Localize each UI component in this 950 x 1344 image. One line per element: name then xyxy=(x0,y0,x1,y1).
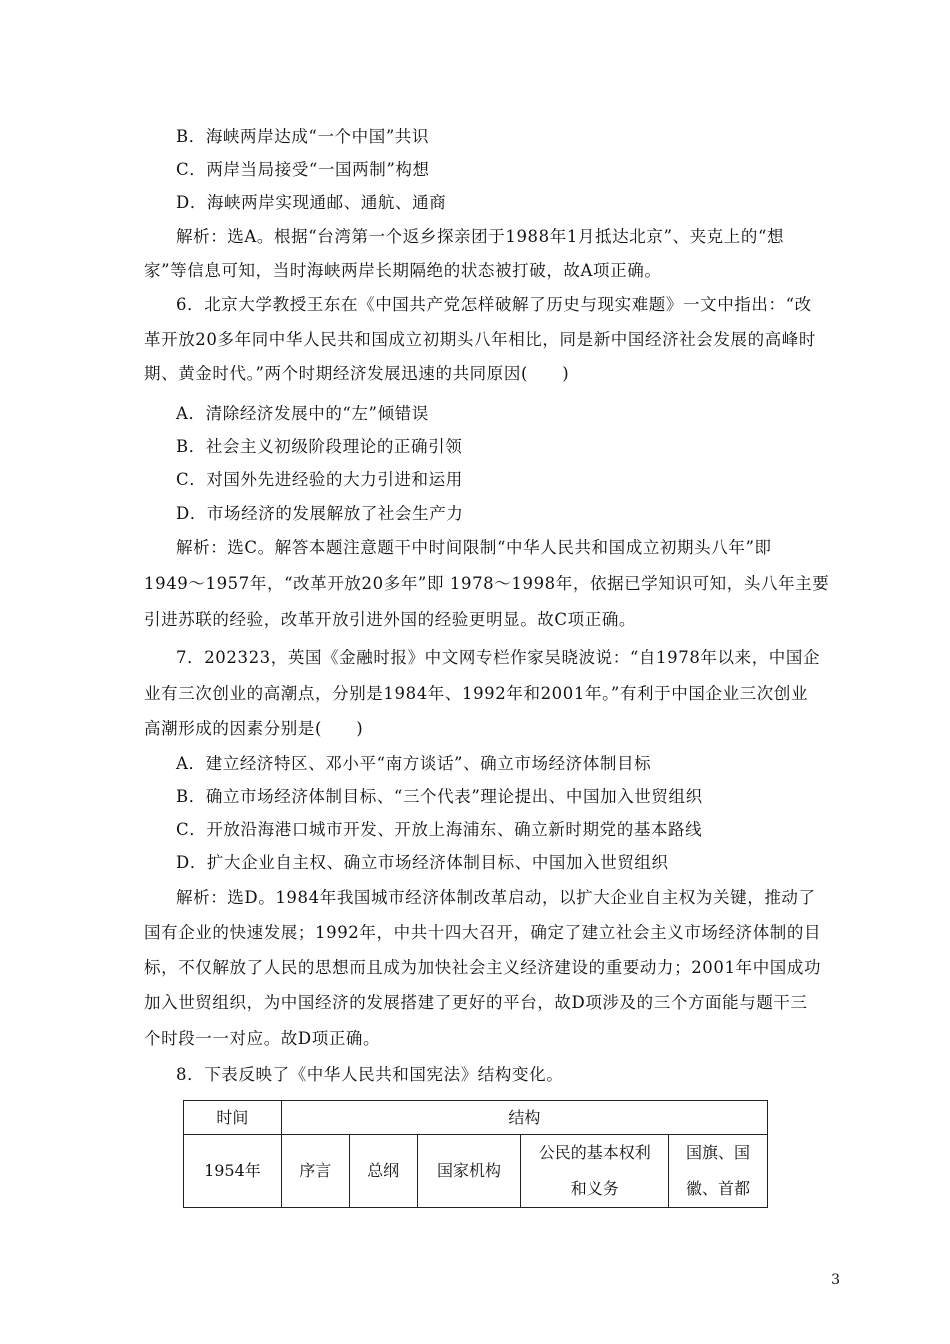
q7-analysis-line-3: 标，不仅解放了人民的思想而且成为加快社会主义经济建设的重要动力；2001年中国成功 xyxy=(144,958,822,977)
q6-option-b: B．社会主义初级阶段理论的正确引领 xyxy=(176,437,463,456)
q7-stem-line-2: 业有三次创业的高潮点，分别是1984年、1992年和2001年。”有利于中国企业三次创业 xyxy=(144,684,809,703)
q6-option-c: C．对国外先进经验的大力引进和运用 xyxy=(176,470,463,489)
q5-option-d: D．海峡两岸实现通邮、通航、通商 xyxy=(176,193,447,212)
header-structure: 结构 xyxy=(281,1101,767,1135)
cell-citizen-rights xyxy=(521,1135,669,1208)
header-time: 时间 xyxy=(184,1101,282,1135)
q6-stem-line-1: 6．北京大学教授王东在《中国共产党怎样破解了历史与现实难题》一文中指出：“改 xyxy=(176,295,812,314)
q6-option-a: A．清除经济发展中的“左”倾错误 xyxy=(176,404,429,423)
row-year: 1954年 xyxy=(184,1135,282,1208)
q5-analysis-line-1: 解析：选A。根据“台湾第一个返乡探亲团于1988年1月抵达北京”、夹克上的“想 xyxy=(176,227,785,246)
table-header-row xyxy=(184,1101,768,1135)
q5-analysis-line-2: 家”等信息可知，当时海峡两岸长期隔绝的状态被打破，故A项正确。 xyxy=(144,261,662,280)
q7-analysis-line-4: 加入世贸组织，为中国经济的发展搭建了更好的平台，故D项涉及的三个方面能与题干三 xyxy=(144,993,808,1012)
cell-citizen-rights-line-1: 公民的基本权利 xyxy=(538,1143,651,1162)
q7-stem-line-3: 高潮形成的因素分别是( ) xyxy=(144,719,364,738)
q5-option-c: C．两岸当局接受“一国两制”构想 xyxy=(176,160,430,179)
cell-citizen-rights-line-2: 和义务 xyxy=(570,1179,619,1198)
q7-stem-line-1: 7．202323，英国《金融时报》中文网专栏作家吴晓波说：“自1978年以来，中国企 xyxy=(176,648,821,667)
q7-analysis-line-2: 国有企业的快速发展；1992年，中共十四大召开，确定了建立社会主义市场经济体制的目 xyxy=(144,923,822,942)
q5-option-b: B．海峡两岸达成“一个中国”共识 xyxy=(176,127,430,146)
q7-option-d: D．扩大企业自主权、确立市场经济体制目标、中国加入世贸组织 xyxy=(176,853,669,872)
q7-option-a: A．建立经济特区、邓小平“南方谈话”、确立市场经济体制目标 xyxy=(176,754,652,773)
cell-national-symbols-line-1: 国旗、国 xyxy=(686,1143,751,1162)
q7-option-c: C．开放沿海港口城市开发、开放上海浦东、确立新时期党的基本路线 xyxy=(176,820,703,839)
cell-preamble: 序言 xyxy=(281,1135,349,1208)
page-number: 3 xyxy=(831,1272,840,1288)
q6-stem-line-2: 革开放20多年同中华人民共和国成立初期头八年相比，同是新中国经济社会发展的高峰时 xyxy=(144,330,816,349)
cell-national-symbols-line-2: 徽、首都 xyxy=(686,1179,751,1198)
q7-analysis-line-1: 解析：选D。1984年我国城市经济体制改革启动，以扩大企业自主权为关键，推动了 xyxy=(176,888,816,907)
q6-analysis-line-3: 引进苏联的经验，改革开放引进外国的经验更明显。故C项正确。 xyxy=(144,610,637,629)
constitution-structure-table xyxy=(183,1100,768,1208)
q6-analysis-line-2: 1949～1957年，“改革开放20多年”即 1978～1998年，依据已学知识可知，头八年主要 xyxy=(144,574,830,593)
cell-national-symbols xyxy=(669,1135,768,1208)
q8-stem: 8．下表反映了《中华人民共和国宪法》结构变化。 xyxy=(176,1065,564,1084)
q6-stem-line-3: 期、黄金时代。”两个时期经济发展迅速的共同原因( ) xyxy=(144,364,570,383)
q7-analysis-line-5: 个时段一一对应。故D项正确。 xyxy=(144,1029,381,1048)
q6-analysis-line-1: 解析：选C。解答本题注意题干中时间限制“中华人民共和国成立初期头八年”即 xyxy=(176,538,772,557)
cell-state-organs: 国家机构 xyxy=(417,1135,521,1208)
table-row xyxy=(184,1135,768,1208)
cell-general-principles: 总纲 xyxy=(349,1135,417,1208)
q7-option-b: B．确立市场经济体制目标、“三个代表”理论提出、中国加入世贸组织 xyxy=(176,787,703,806)
q6-option-d: D．市场经济的发展解放了社会生产力 xyxy=(176,504,464,523)
